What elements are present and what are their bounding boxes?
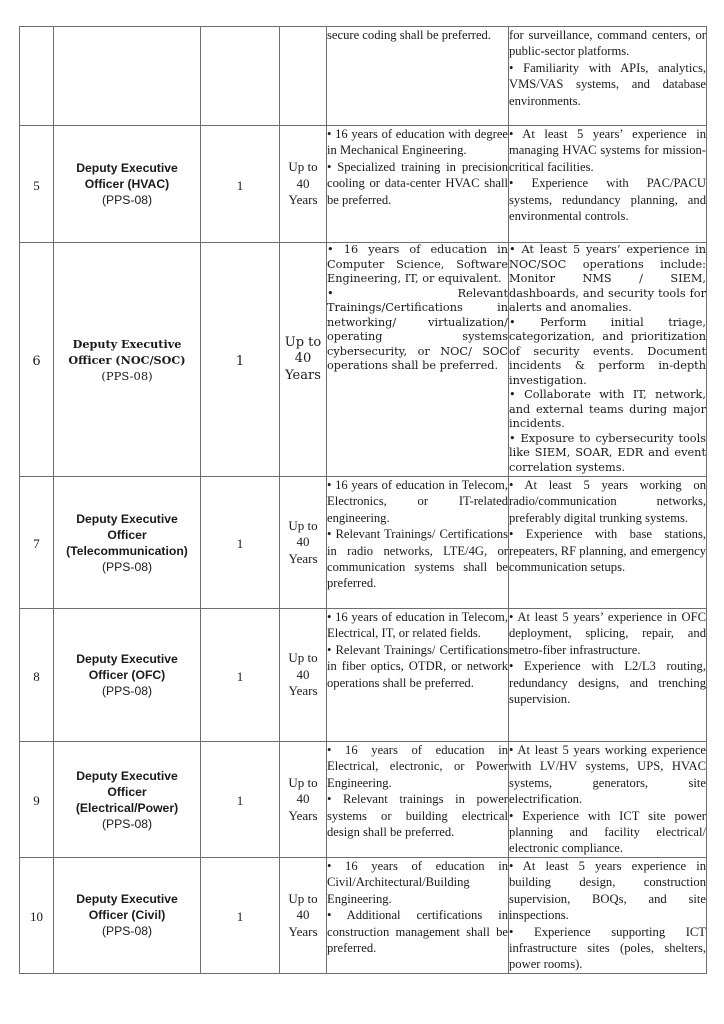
qualification-item: • Additional certifications in construction management shall be preferred. xyxy=(327,908,508,956)
table-row xyxy=(20,477,707,609)
qualification-item: secure coding shall be preferred. xyxy=(327,28,491,42)
qualification-item: • Relevant Trainings/ Certifications in radio networks, LTE/4G, or communication systems shall be preferred. xyxy=(327,527,508,591)
experience-cell xyxy=(509,126,707,243)
serial-number: 6 xyxy=(32,354,41,369)
age-limit-line: 40 xyxy=(296,534,310,550)
age-limit-line: 40 xyxy=(296,791,310,807)
pay-scale: (PPS-08) xyxy=(101,684,153,698)
age-limit-cell xyxy=(280,126,327,243)
age-limit-line: Up to xyxy=(288,774,318,790)
post-cell xyxy=(54,477,201,609)
experience-item: • At least 5 years experience in building design, construction supervision, BOQs, and site inspections. xyxy=(509,859,706,923)
pay-scale: (PPS-08) xyxy=(101,368,153,383)
posts-count-cell xyxy=(201,243,280,477)
experience-item: • At least 5 years working on radio/communication networks, preferably digital trunking systems. xyxy=(509,478,706,525)
qualification-item: • 16 years of education in Computer Science, Software Engineering, IT, or equivalent. xyxy=(327,243,508,285)
post-title: Deputy Executive Officer (Electrical/Power) xyxy=(75,768,179,815)
posts-count-cell xyxy=(201,858,280,974)
experience-item: • At least 5 years’ experience in OFC deployment, splicing, repair, and metro-fiber infrastructure. xyxy=(509,610,706,657)
posts-count: 1 xyxy=(236,177,244,193)
serial-number: 5 xyxy=(33,177,40,193)
posts-count: 1 xyxy=(235,354,245,369)
age-limit-line: Up to xyxy=(288,159,318,175)
age-limit-cell xyxy=(280,243,327,477)
serial-number-cell xyxy=(20,243,54,477)
post-cell xyxy=(54,742,201,858)
age-limit-cell xyxy=(280,609,327,742)
qualification-item: • Relevant trainings in power systems or building electrical design shall be preferred. xyxy=(327,792,508,840)
age-limit-line: 40 xyxy=(296,907,310,923)
age-limit-line: Up to xyxy=(288,650,318,666)
experience-cell xyxy=(509,243,707,477)
post-title: Deputy Executive Officer (HVAC) xyxy=(76,161,178,191)
qualification-cell xyxy=(327,742,509,858)
age-limit-line: Years xyxy=(288,807,318,823)
age-limit-cell xyxy=(280,477,327,609)
age-limit-cell xyxy=(280,742,327,858)
pay-scale: (PPS-08) xyxy=(101,193,153,207)
qualification-cell xyxy=(327,858,509,974)
qualification-cell xyxy=(327,27,509,126)
experience-item: for surveillance, command centers, or public-sector platforms. xyxy=(509,28,706,59)
experience-item: • At least 5 years’ experience in NOC/SOC operations include: Monitor NMS / SIEM, dashboards, and security tools for alerts and anomalies. xyxy=(509,243,706,314)
qualification-cell xyxy=(327,477,509,609)
serial-number-cell xyxy=(20,609,54,742)
qualification-item: • Relevant Trainings/ Certifications in fiber optics, OTDR, or network operations shall be preferred. xyxy=(327,642,508,690)
post-cell xyxy=(54,243,201,477)
age-limit-line: Years xyxy=(288,923,318,939)
pay-scale: (PPS-08) xyxy=(101,924,153,939)
table-row xyxy=(20,742,707,858)
experience-cell xyxy=(509,27,707,126)
table-row xyxy=(20,858,707,974)
age-limit-line: Years xyxy=(288,550,318,566)
experience-item: • Experience with ICT site power planning and facility electrical/ electronic compliance. xyxy=(509,808,706,856)
age-limit-line: 40 xyxy=(296,175,310,191)
age-limit-line: 40 xyxy=(294,351,312,367)
post-cell xyxy=(54,858,201,974)
experience-item: • Perform initial triage, categorization, and prioritization of security events. Document incidents & perform in-depth investigation. xyxy=(509,315,706,387)
age-limit-line: Up to xyxy=(288,517,318,533)
experience-item: • At least 5 years’ experience in managing HVAC systems for mission-critical facilities. xyxy=(509,127,706,174)
qualification-cell xyxy=(327,243,509,477)
positions-table xyxy=(19,26,707,974)
experience-cell xyxy=(509,742,707,858)
posts-count-cell xyxy=(201,126,280,243)
qualification-cell xyxy=(327,609,509,742)
posts-count-cell xyxy=(201,27,280,126)
serial-number-cell xyxy=(20,27,54,126)
qualification-cell xyxy=(327,126,509,243)
serial-number-cell xyxy=(20,477,54,609)
posts-count-cell xyxy=(201,742,280,858)
experience-item: • Experience supporting ICT infrastructure sites (poles, shelters, power rooms). xyxy=(509,924,706,972)
experience-item: • Experience with PAC/PACU systems, redundancy planning, and environmental controls. xyxy=(509,176,706,224)
serial-number-cell xyxy=(20,126,54,243)
table-row xyxy=(20,243,707,477)
experience-item: • Experience with base stations, repeaters, RF planning, and emergency communication setups. xyxy=(509,527,707,575)
posts-count-cell xyxy=(201,609,280,742)
serial-number: 10 xyxy=(30,908,43,924)
table-row-continued xyxy=(20,27,707,126)
qualification-item: • Specialized training in precision cooling or data-center HVAC shall be preferred. xyxy=(327,159,508,207)
age-limit-cell xyxy=(280,858,327,974)
experience-cell xyxy=(509,477,707,609)
serial-number: 9 xyxy=(33,793,40,808)
experience-cell xyxy=(509,858,707,974)
table-row xyxy=(20,609,707,742)
experience-item: • At least 5 years working experience with LV/HV systems, UPS, HVAC systems, generators, site electrification. xyxy=(509,743,706,807)
pay-scale: (PPS-08) xyxy=(101,559,153,574)
post-cell xyxy=(54,27,201,126)
positions-table-body xyxy=(20,27,707,974)
age-limit-line: Years xyxy=(288,683,318,699)
age-limit-line: Up to xyxy=(284,334,322,350)
posts-count: 1 xyxy=(236,668,244,684)
post-cell xyxy=(54,126,201,243)
serial-number-cell xyxy=(20,742,54,858)
table-row xyxy=(20,126,707,243)
age-limit-cell xyxy=(280,27,327,126)
posts-count-cell xyxy=(201,477,280,609)
post-title: Deputy Executive Officer (OFC) xyxy=(76,652,178,682)
qualification-item: • 16 years of education in Civil/Architectural/Building Engineering. xyxy=(327,859,508,906)
experience-item: • Collaborate with IT, network, and external teams during major incidents. xyxy=(509,388,706,430)
age-limit-line: Up to xyxy=(288,890,318,906)
posts-count: 1 xyxy=(236,536,244,551)
experience-item: • Familiarity with APIs, analytics, VMS/VAS systems, and database environments. xyxy=(509,60,706,108)
pay-scale: (PPS-08) xyxy=(101,816,153,831)
age-limit-line: Years xyxy=(285,367,321,383)
serial-number: 7 xyxy=(33,536,40,551)
experience-item: • Experience with L2/L3 routing, redundancy designs, and trenching supervision. xyxy=(509,659,706,707)
posts-count: 1 xyxy=(236,908,244,924)
post-title: Deputy Executive Officer (Telecommunication) xyxy=(66,511,188,558)
qualification-item: • Relevant Trainings/Certifications in networking/ virtualization/ operating systems cybersecurity, or NOC/ SOC operations shall be preferred. xyxy=(327,286,508,372)
serial-number-cell xyxy=(20,858,54,974)
experience-item: • Exposure to cybersecurity tools like SIEM, SOAR, EDR and event correlation systems. xyxy=(509,431,706,474)
serial-number: 8 xyxy=(33,668,40,684)
post-title: Deputy Executive Officer (Civil) xyxy=(76,892,178,923)
age-limit-line: 40 xyxy=(296,666,310,682)
age-limit-line: Years xyxy=(288,192,318,208)
qualification-item: • 16 years of education in Telecom, Electrical, IT, or related fields. xyxy=(327,610,508,641)
post-cell xyxy=(54,609,201,742)
posts-count: 1 xyxy=(236,793,244,808)
qualification-item: • 16 years of education in Telecom, Electronics, or IT-related engineering. xyxy=(327,478,508,525)
post-title: Deputy Executive Officer (NOC/SOC) xyxy=(68,336,186,367)
qualification-item: • 16 years of education with degree in Mechanical Engineering. xyxy=(327,127,508,158)
experience-cell xyxy=(509,609,707,742)
qualification-item: • 16 years of education in Electrical, electronic, or Power Engineering. xyxy=(327,743,508,790)
